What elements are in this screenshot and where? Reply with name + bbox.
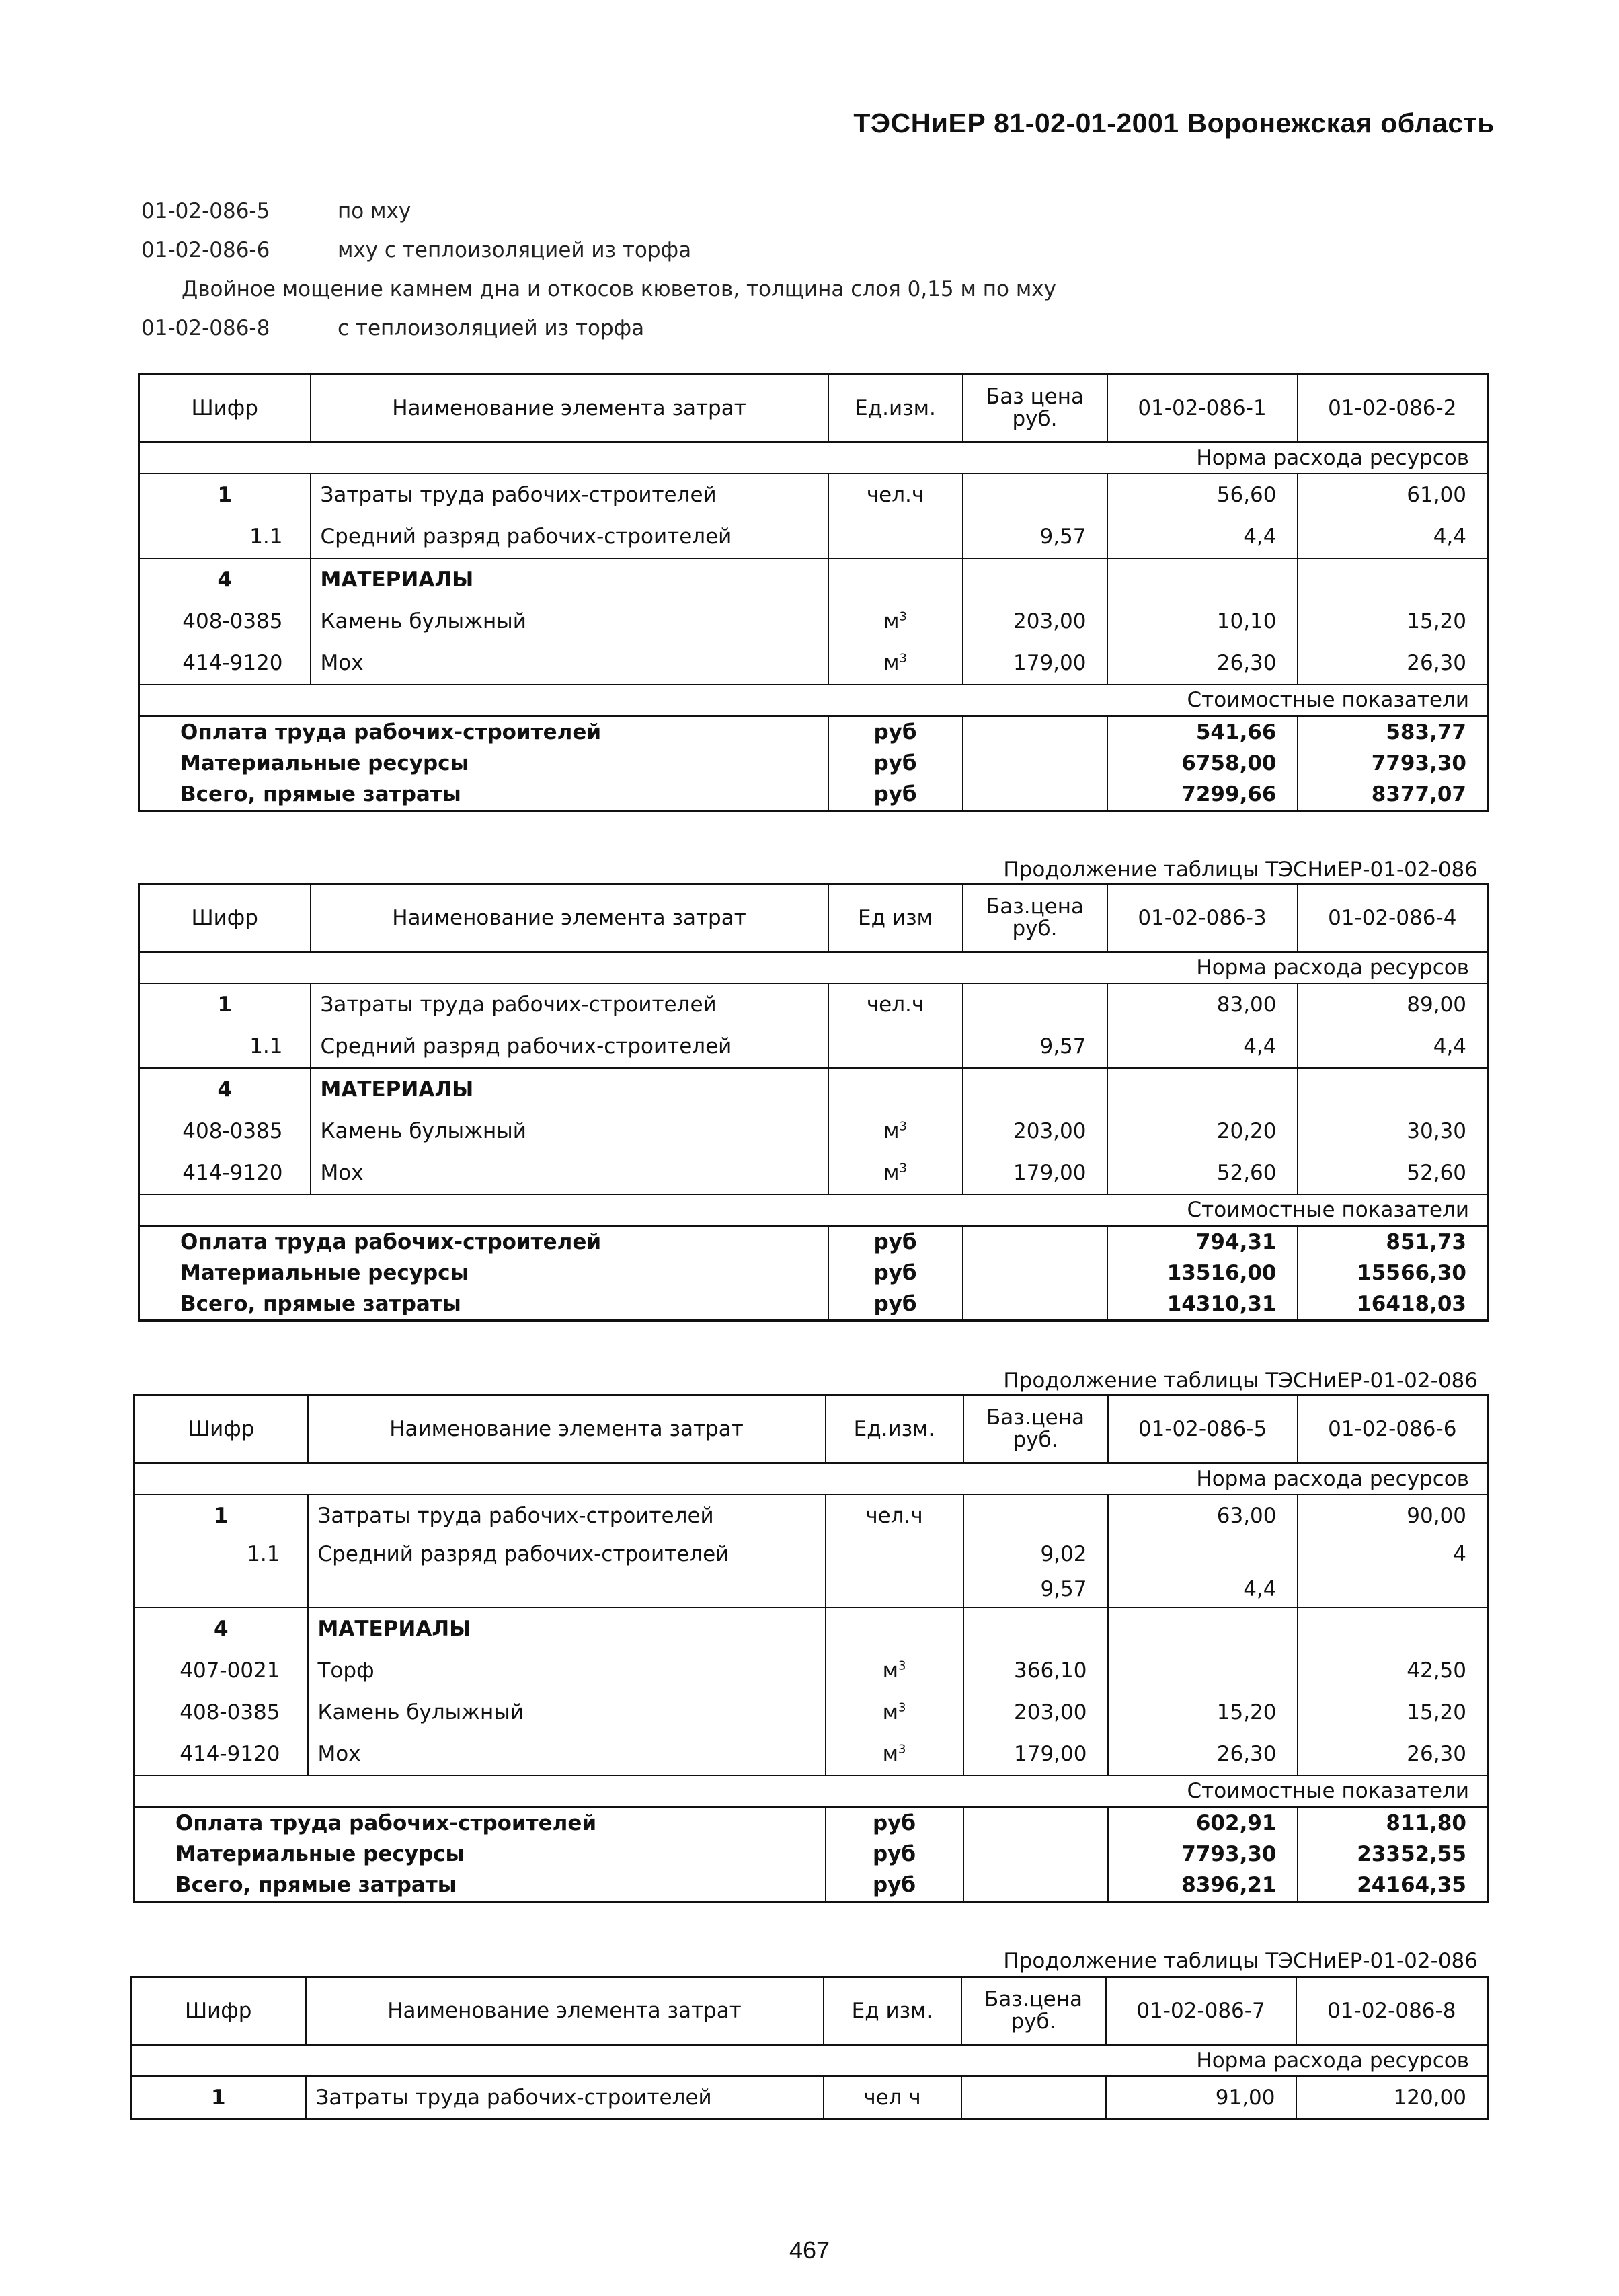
table-row [139, 1152, 1488, 1194]
table-row [139, 601, 1488, 642]
row-price [963, 983, 1107, 1026]
table-header-row [131, 1977, 1488, 2045]
header-name: Наименование элемента затрат [306, 1977, 824, 2045]
row-unit: $м^3$ [826, 1650, 963, 1691]
row-value-a: 83,00 [1107, 983, 1298, 1026]
total-row [139, 716, 1488, 749]
intro-desc: Двойное мощение камнем дна и откосов кюветов, толщина слоя 0,15 м по мху [182, 277, 1056, 301]
table-row [134, 1733, 1488, 1775]
intro-code: 01-02-086-5 [141, 199, 270, 223]
table-row [134, 1650, 1488, 1691]
row-unit [826, 1537, 963, 1572]
header-price: Баз.цена руб. [963, 1395, 1108, 1463]
row-price: 9,02 [963, 1537, 1108, 1572]
row-value-b: 30,30 [1298, 1110, 1488, 1152]
total-value-b: 24164,35 [1298, 1870, 1488, 1902]
row-value-b: 4,4 [1298, 1026, 1488, 1068]
row-price: 179,00 [963, 1733, 1108, 1775]
row-value-b [1298, 1572, 1488, 1607]
row-name: Мох [311, 1152, 828, 1194]
row-code: 4 [134, 1607, 308, 1650]
row-value-a: 26,30 [1107, 642, 1298, 685]
intro-desc: по мху [338, 199, 411, 223]
header-price: Баз.цена руб. [963, 884, 1107, 952]
table-header-row [139, 884, 1488, 952]
row-unit: $м^3$ [826, 1733, 963, 1775]
row-price: 9,57 [963, 516, 1107, 558]
header-col-b: 01-02-086-2 [1298, 375, 1488, 443]
total-label: Всего, прямые затраты [139, 1289, 828, 1321]
row-name: Камень булыжный [308, 1691, 826, 1733]
row-value-a: 4,4 [1108, 1572, 1298, 1607]
norm-label: Норма расхода ресурсов [1106, 2045, 1488, 2077]
row-unit: чел.ч [826, 1494, 963, 1537]
intro-line [141, 192, 1486, 231]
row-price: 9,57 [963, 1572, 1108, 1607]
header-unit: Ед.изм. [828, 375, 963, 443]
total-value-b: 851,73 [1298, 1226, 1488, 1258]
section-row [139, 685, 1488, 716]
row-value-a: 15,20 [1108, 1691, 1298, 1733]
row-price [963, 1494, 1108, 1537]
total-label: Оплата труда рабочих-строителей [139, 716, 828, 749]
row-value-b: 42,50 [1298, 1650, 1488, 1691]
row-price: 203,00 [963, 1691, 1108, 1733]
row-value-b: 4,4 [1298, 516, 1488, 558]
section-row [139, 1194, 1488, 1226]
cost-label: Стоимостные показатели [1107, 1194, 1488, 1226]
row-code: 408-0385 [134, 1691, 308, 1733]
row-code: 408-0385 [139, 1110, 311, 1152]
resource-table [138, 883, 1489, 1322]
document-title: ТЭСНиЕР 81-02-01-2001 Воронежская область [853, 108, 1495, 139]
table-row [139, 1110, 1488, 1152]
table-row [139, 642, 1488, 685]
table-row [134, 1607, 1488, 1650]
table-row [139, 473, 1488, 516]
row-value-a: 63,00 [1108, 1494, 1298, 1537]
row-unit: $м^3$ [828, 1152, 963, 1194]
row-name: Затраты труда рабочих-строителей [308, 1494, 826, 1537]
row-name: Камень булыжный [311, 1110, 828, 1152]
resource-table [130, 1976, 1489, 2120]
row-name: Затраты труда рабочих-строителей [306, 2076, 824, 2120]
row-value-a: 26,30 [1108, 1733, 1298, 1775]
header-code: Шифр [134, 1395, 308, 1463]
total-value-b: 15566,30 [1298, 1258, 1488, 1289]
total-unit: руб [826, 1807, 963, 1839]
row-name: Средний разряд рабочих-строителей [311, 1026, 828, 1068]
row-unit: чел ч [824, 2076, 961, 2120]
total-label: Материальные ресурсы [139, 1258, 828, 1289]
table-row [134, 1691, 1488, 1733]
cost-label: Стоимостные показатели [1107, 685, 1488, 716]
continuation-label: Продолжение таблицы ТЭСНиЕР-01-02-086 [1003, 1949, 1478, 1973]
total-value-b: 7793,30 [1298, 748, 1488, 779]
continuation-label: Продолжение таблицы ТЭСНиЕР-01-02-086 [1003, 1369, 1478, 1393]
section-row [134, 1463, 1488, 1495]
header-col-a: 01-02-086-3 [1107, 884, 1298, 952]
total-label: Материальные ресурсы [139, 748, 828, 779]
row-value-b: 89,00 [1298, 983, 1488, 1026]
norm-label: Норма расхода ресурсов [1107, 443, 1488, 474]
row-code: 414-9120 [139, 642, 311, 685]
total-label: Всего, прямые затраты [139, 779, 828, 811]
total-label: Всего, прямые затраты [134, 1870, 826, 1902]
row-unit [828, 1026, 963, 1068]
total-value-b: 23352,55 [1298, 1839, 1488, 1870]
intro-desc: с теплоизоляцией из торфа [338, 316, 645, 340]
total-row [134, 1807, 1488, 1839]
table-row [131, 2076, 1488, 2120]
total-value-a: 541,66 [1107, 716, 1298, 749]
total-unit: руб [828, 748, 963, 779]
row-name: МАТЕРИАЛЫ [311, 1068, 828, 1110]
row-code: 4 [139, 1068, 311, 1110]
row-unit: $м^3$ [826, 1691, 963, 1733]
norm-label: Норма расхода ресурсов [1108, 1463, 1488, 1495]
row-code: 4 [139, 558, 311, 601]
row-value-a: 4,4 [1107, 516, 1298, 558]
row-code: 407-0021 [134, 1650, 308, 1691]
total-value-a: 6758,00 [1107, 748, 1298, 779]
row-unit: $м^3$ [828, 601, 963, 642]
header-price: Баз.цена руб. [961, 1977, 1106, 2045]
header-code: Шифр [139, 375, 311, 443]
section-row [139, 952, 1488, 984]
total-value-b: 8377,07 [1298, 779, 1488, 811]
row-value-b: 52,60 [1298, 1152, 1488, 1194]
total-unit: руб [828, 1258, 963, 1289]
total-label: Оплата труда рабочих-строителей [139, 1226, 828, 1258]
row-name: Средний разряд рабочих-строителей [308, 1537, 826, 1572]
row-value-a: 4,4 [1107, 1026, 1298, 1068]
row-price: 179,00 [963, 642, 1107, 685]
header-col-a: 01-02-086-1 [1107, 375, 1298, 443]
header-col-a: 01-02-086-5 [1108, 1395, 1298, 1463]
table-row [139, 558, 1488, 601]
table-row [139, 1068, 1488, 1110]
row-value-a: 91,00 [1106, 2076, 1296, 2120]
table-header-row [134, 1395, 1488, 1463]
row-unit: чел.ч [828, 473, 963, 516]
row-price: 203,00 [963, 1110, 1107, 1152]
total-value-a: 794,31 [1107, 1226, 1298, 1258]
row-value-b: 26,30 [1298, 642, 1488, 685]
table-row [134, 1537, 1488, 1572]
row-code: 1 [139, 983, 311, 1026]
row-name: Торф [308, 1650, 826, 1691]
header-unit: Ед изм [828, 884, 963, 952]
table-row [134, 1494, 1488, 1537]
row-value-a: 10,10 [1107, 601, 1298, 642]
row-price: 203,00 [963, 601, 1107, 642]
row-value-b: 15,20 [1298, 601, 1488, 642]
header-col-b: 01-02-086-6 [1298, 1395, 1488, 1463]
header-code: Шифр [139, 884, 311, 952]
total-value-a: 602,91 [1108, 1807, 1298, 1839]
total-row [139, 1226, 1488, 1258]
row-code: 408-0385 [139, 601, 311, 642]
total-row [139, 748, 1488, 779]
header-code: Шифр [131, 1977, 306, 2045]
total-value-b: 811,80 [1298, 1807, 1488, 1839]
row-price: 366,10 [963, 1650, 1108, 1691]
row-code: 414-9120 [139, 1152, 311, 1194]
total-unit: руб [826, 1870, 963, 1902]
header-unit: Ед изм. [824, 1977, 961, 2045]
total-row [139, 779, 1488, 811]
row-name: Средний разряд рабочих-строителей [311, 516, 828, 558]
total-row [134, 1839, 1488, 1870]
total-value-b: 16418,03 [1298, 1289, 1488, 1321]
table-row [139, 516, 1488, 558]
row-name: Камень булыжный [311, 601, 828, 642]
total-value-b: 583,77 [1298, 716, 1488, 749]
total-value-a: 7793,30 [1108, 1839, 1298, 1870]
total-label: Оплата труда рабочих-строителей [134, 1807, 826, 1839]
header-name: Наименование элемента затрат [311, 884, 828, 952]
header-col-a: 01-02-086-7 [1106, 1977, 1296, 2045]
row-value-a [1108, 1650, 1298, 1691]
row-code: 1.1 [139, 1026, 311, 1068]
row-code: 1 [134, 1494, 308, 1537]
header-col-b: 01-02-086-8 [1296, 1977, 1488, 2045]
row-name: Затраты труда рабочих-строителей [311, 473, 828, 516]
intro-line [141, 231, 1486, 270]
row-value-b: 120,00 [1296, 2076, 1488, 2120]
row-code: 1 [139, 473, 311, 516]
continuation-label: Продолжение таблицы ТЭСНиЕР-01-02-086 [1003, 857, 1478, 882]
section-row [131, 2045, 1488, 2077]
header-unit: Ед.изм. [826, 1395, 963, 1463]
row-price [961, 2076, 1106, 2120]
row-name: Мох [311, 642, 828, 685]
total-unit: руб [828, 779, 963, 811]
row-value-a [1108, 1537, 1298, 1572]
resource-table [133, 1394, 1489, 1903]
row-unit: $м^3$ [828, 1110, 963, 1152]
row-code: 1.1 [139, 516, 311, 558]
total-unit: руб [828, 1226, 963, 1258]
header-name: Наименование элемента затрат [308, 1395, 826, 1463]
total-unit: руб [828, 716, 963, 749]
header-price: Баз цена руб. [963, 375, 1107, 443]
row-name: МАТЕРИАЛЫ [311, 558, 828, 601]
cost-label: Стоимостные показатели [1108, 1775, 1488, 1807]
row-value-b: 26,30 [1298, 1733, 1488, 1775]
intro-line [141, 270, 1486, 309]
section-row [134, 1775, 1488, 1807]
row-price: 179,00 [963, 1152, 1107, 1194]
row-value-b: 15,20 [1298, 1691, 1488, 1733]
row-value-b: 90,00 [1298, 1494, 1488, 1537]
page-number: 467 [789, 2236, 830, 2264]
resource-table [138, 373, 1489, 812]
total-unit: руб [826, 1839, 963, 1870]
total-value-a: 7299,66 [1107, 779, 1298, 811]
total-row [139, 1258, 1488, 1289]
table-row [139, 1026, 1488, 1068]
table-header-row [139, 375, 1488, 443]
intro-code: 01-02-086-6 [141, 238, 270, 262]
row-value-a: 20,20 [1107, 1110, 1298, 1152]
total-value-a: 13516,00 [1107, 1258, 1298, 1289]
intro-code: 01-02-086-8 [141, 316, 270, 340]
row-name: МАТЕРИАЛЫ [308, 1607, 826, 1650]
row-unit: чел.ч [828, 983, 963, 1026]
intro-list [141, 192, 1486, 348]
row-value-b: 61,00 [1298, 473, 1488, 516]
row-unit: $м^3$ [828, 642, 963, 685]
header-col-b: 01-02-086-4 [1298, 884, 1488, 952]
row-price [963, 473, 1107, 516]
total-value-a: 14310,31 [1107, 1289, 1298, 1321]
row-code: 1.1 [134, 1537, 308, 1572]
header-name: Наименование элемента затрат [311, 375, 828, 443]
norm-label: Норма расхода ресурсов [1107, 952, 1488, 984]
table-row [139, 983, 1488, 1026]
row-value-a: 56,60 [1107, 473, 1298, 516]
total-row [134, 1870, 1488, 1902]
total-value-a: 8396,21 [1108, 1870, 1298, 1902]
row-code: 414-9120 [134, 1733, 308, 1775]
table-row [134, 1572, 1488, 1607]
total-unit: руб [828, 1289, 963, 1321]
row-unit [828, 516, 963, 558]
section-row [139, 443, 1488, 474]
row-name: Мох [308, 1733, 826, 1775]
row-code: 1 [131, 2076, 306, 2120]
row-value-a: 52,60 [1107, 1152, 1298, 1194]
total-label: Материальные ресурсы [134, 1839, 826, 1870]
total-row [139, 1289, 1488, 1321]
row-name: Затраты труда рабочих-строителей [311, 983, 828, 1026]
row-price: 9,57 [963, 1026, 1107, 1068]
intro-line [141, 309, 1486, 348]
intro-desc: мху с теплоизоляцией из торфа [338, 238, 692, 262]
row-value-b: 4 [1298, 1537, 1488, 1572]
